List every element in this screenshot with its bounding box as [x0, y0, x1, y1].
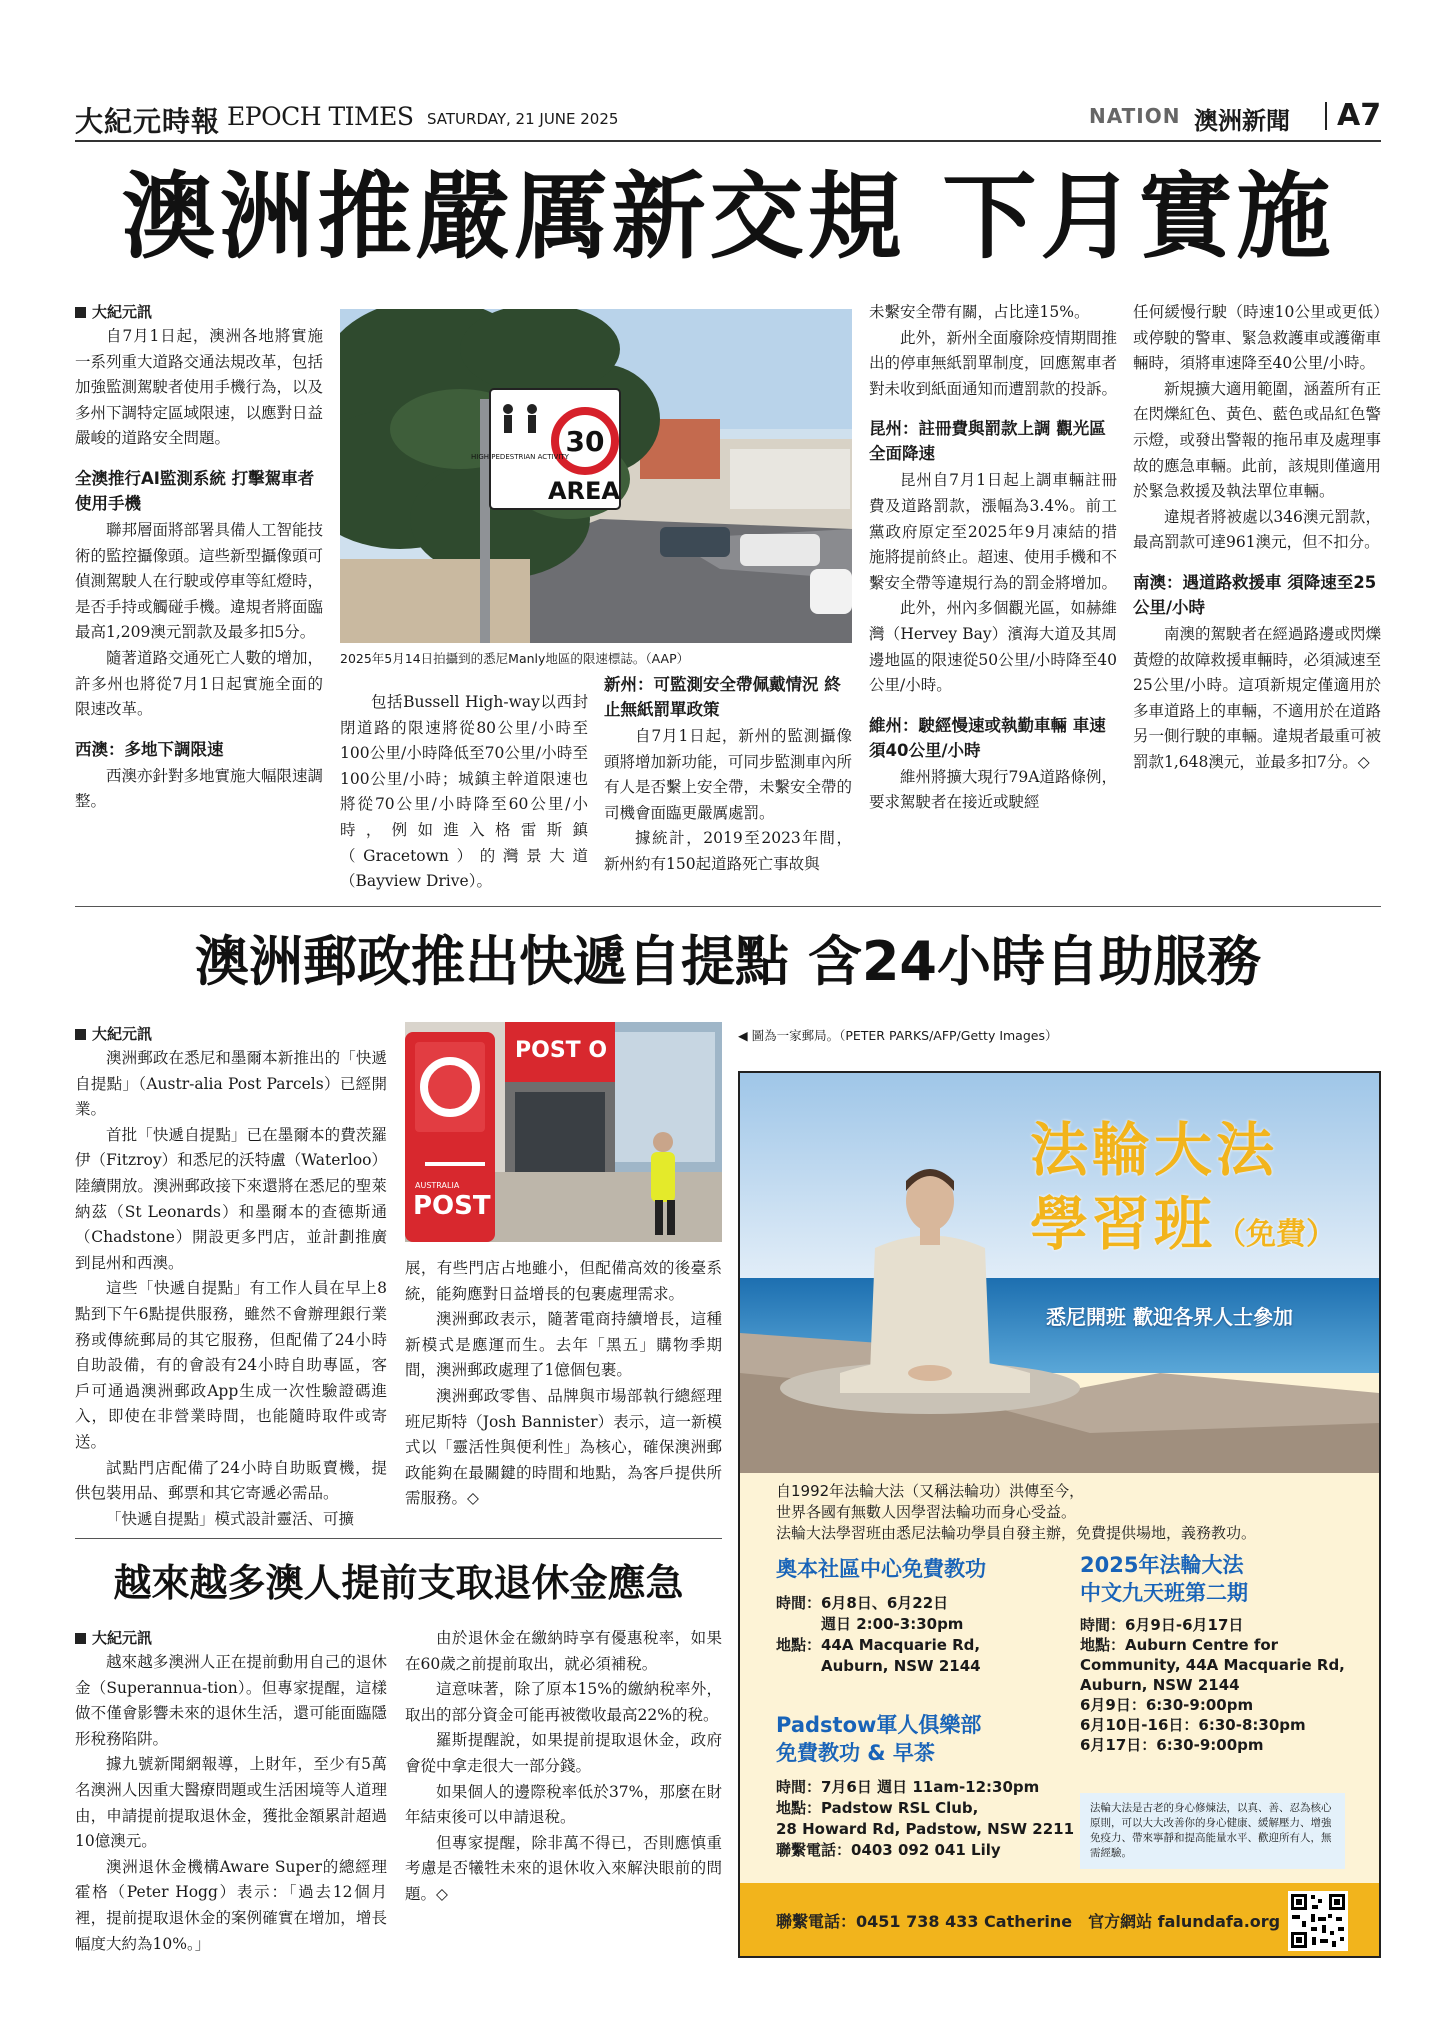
paragraph: 自7月1日起，澳洲各地將實施一系列重大道路交通法規改革，包括加強監測駕駛者使用手機行為，以及多州下調特定區域限速，以應對日益嚴峻的道路安全問題。 [75, 327, 324, 448]
detail-line: 28 Howard Rd, Padstow, NSW 2211 [776, 1820, 1075, 1838]
sign-speed-text: 30 [565, 425, 605, 458]
falun-ad [738, 1071, 1381, 1958]
paragraph: 此外，州內多個觀光區，如赫維灣（Hervey Bay）濱海大道及其周邊地區的限速從50公里/小時降至40公里/小時。 [869, 599, 1118, 695]
sign-ped-text: HIGH PEDESTRIAN ACTIVITY [471, 453, 569, 461]
article2-byline: 大紀元訊 [75, 1022, 387, 1046]
article1-photo [340, 309, 852, 643]
ad-note: 法輪大法是古老的身心修煉法，以真、善、忍為核心原則，可以大大改善你的身心健康、緩解壓力、增強免疫力、帶來寧靜和提高能量水平、歡迎所有人，無需經驗。 [1080, 1793, 1345, 1869]
subheading: 南澳：遇道路救援車 須降速至25公里/小時 [1133, 572, 1377, 617]
page-number: A7 [1337, 98, 1382, 133]
paragraph: 由於退休金在繳納時享有優惠稅率，如果在60歲之前提前取出，就必須補稅。 [405, 1629, 722, 1673]
paragraph: 自7月1日起，新州的監測攝像頭將增加新功能，可同步監測車內所有人是否繫上安全帶，未繫安全帶的司機會面臨更嚴厲處罰。 [604, 727, 853, 822]
sign-area-text: AREA [547, 477, 621, 505]
paragraph: 但專家提醒，除非萬不得已，否則應慎重考慮是否犧牲未來的退休收入來解決眼前的問題。◇ [405, 1833, 722, 1903]
article3-byline: 大紀元訊 [75, 1626, 387, 1650]
detail-line: 聯繫電話：0403 092 041 Lily [776, 1841, 1001, 1859]
subheading: 昆州：註冊費與罰款上調 觀光區全面降速 [869, 419, 1106, 464]
qr-code-icon[interactable] [1288, 1891, 1348, 1951]
paragraph: 隨著道路交通死亡人數的增加，許多州也將從7月1日起實施全面的限速改革。 [75, 648, 324, 719]
detail-line: 6月17日：6:30-9:00pm [1080, 1736, 1264, 1754]
paragraph: 昆州自7月1日起上調車輛註冊費及道路罰款，漲幅為3.4%。前工黨政府原定至2025年9月凍結的措施將提前終止。超速、使用手機和不繫安全帶等違規行為的罰金將增加。 [869, 471, 1118, 592]
paragraph: 這些「快遞自提點」有工作人員在早上8點到下午6點提供服務，雖然不會辦理銀行業務或傳統郵局的其它服務，但配備了24小時自助設備，有的會設有24小時自助專區，客戶可通過澳洲郵政App生成一次性驗證碼進入，即使在非營業時間，也能隨時取件或寄送。 [75, 1279, 387, 1451]
masthead-rule [75, 140, 1381, 142]
article1-col1-body [75, 324, 323, 815]
post-office-photo [405, 1022, 722, 1242]
ad-footer-bar [740, 1883, 1379, 1958]
article3-col2 [405, 1626, 722, 1908]
ad-subtitle: 悉尼開班 歡迎各界人士參加 [1046, 1305, 1293, 1329]
paragraph: 據九號新聞網報導，上財年，至少有5萬名澳洲人因重大醫療問題或生活困境等人道理由，申請提前提取退休金，獲批金額累計超過10億澳元。 [75, 1755, 387, 1851]
divider [1325, 102, 1327, 130]
ad-footer-text: 聯繫電話：0451 738 433 Catherine 官方網站 falundafa.org [776, 1912, 1281, 1931]
detail-line: 時間：6月8日、6月22日 [776, 1594, 949, 1612]
detail-line: Community, 44A Macquarie Rd, [1080, 1656, 1345, 1674]
masthead [75, 96, 1381, 140]
padstow-details [776, 1777, 1076, 1861]
article1-col2-body [340, 690, 588, 895]
ad-intro [776, 1481, 1256, 1544]
paragraph: 首批「快遞自提點」已在墨爾本的費茨羅伊（Fitzroy）和悉尼的沃特盧（Waterloo）陸續開放。澳洲郵政接下來還將在悉尼的聖萊納茲（St Leonards）和墨爾本的查德斯通（Chadstone）開設更多門店，並計劃推廣到昆州和西澳。 [75, 1125, 387, 1272]
article1-col3 [604, 672, 852, 878]
nine-day-details [1080, 1615, 1370, 1755]
paragraph: 西澳亦針對多地實施大幅限速調整。 [75, 766, 324, 811]
article3-headline: 越來越多澳人提前支取退休金應急 [113, 1561, 684, 1605]
paragraph: 澳洲郵政表示，隨著電商持續增長，這種新模式是應運而生。去年「黑五」購物季期間，澳洲郵政處理了1億個包裹。 [405, 1310, 722, 1380]
padstow-title2: 免費教功 & 早茶 [776, 1741, 935, 1765]
article2-headline: 澳洲郵政推出快遞自提點 含24小時自助服務 [195, 930, 1261, 993]
detail-line: Auburn, NSW 2144 [1080, 1676, 1240, 1694]
paragraph: 聯邦層面將部署具備人工智能技術的監控攝像頭。這些新型攝像頭可偵測駕駛人在行駛或停車等紅燈時，是否手持或觸碰手機。違規者將面臨最高1,209澳元罰款及最多扣5分。 [75, 520, 324, 642]
ad-intro-line2: 世界各國有無數人因學習法輪功而身心受益。 [776, 1503, 1077, 1521]
ad-title [1030, 1113, 1336, 1272]
paragraph: 澳洲郵政零售、品牌與市場部執行總經理班尼斯特（Josh Bannister）表示，這一新模式以「靈活性與便利性」為核心，確保澳洲郵政能夠在最關鍵的時間和地點，為客戶提供所需服務。◇ [405, 1386, 722, 1508]
ad-block-padstow [776, 1711, 1076, 1861]
ad-intro-line3: 法輪大法學習班由悉尼法輪功學員自發主辦，免費提供場地，義務教功。 [776, 1524, 1257, 1542]
paragraph: 這意味著，除了原本15%的繳納稅率外，取出的部分資金可能再被徵收最高22%的稅。 [405, 1680, 722, 1724]
article1-col5-body [1133, 300, 1381, 776]
paragraph: 澳洲退休金機構Aware Super的總經理霍格（Peter Hogg）表示：「過去12個月裡，提前提取退休金的案例確實在增加，增長幅度大約為10%。」 [75, 1857, 387, 1953]
auburn-details [776, 1593, 1066, 1677]
paragraph: 違規者將被處以346澳元罰款，最高罰款可達961澳元，但不扣分。 [1133, 507, 1381, 552]
paragraph: 羅斯提醒說，如果提前提取退休金，政府會從中拿走很大一部分錢。 [405, 1731, 722, 1775]
article2-col2 [405, 1256, 722, 1512]
paragraph: 展，有些門店占地雖小，但配備高效的後臺系統，能夠應對日益增長的包裹處理需求。 [405, 1259, 722, 1303]
paragraph: 據統計，2019至2023年間，新州約有150起道路死亡事故與 [604, 829, 852, 873]
paragraph: 維州將擴大現行79A道路條例，要求駕駛者在接近或駛經 [869, 767, 1117, 812]
paragraph: 包括Bussell High-way以西封閉道路的限速將從80公里/小時至100公里/小時降低至70公里/小時至100公里/小時；城鎮主幹道限速也將從70公里/小時降至60公里/小時，例如進入格雷斯鎮（Gracetown）的灣景大道（Bayview Drive）。 [340, 693, 588, 891]
article1-col2 [340, 690, 588, 895]
article3-col2-body [405, 1626, 722, 1908]
ad-free-label: （免費） [1216, 1217, 1337, 1252]
article2-photo [405, 1022, 722, 1242]
paragraph: 試點門店配備了24小時自助販賣機，提供包裝用品、郵票和其它寄遞必需品。 [75, 1458, 387, 1503]
ad-intro-line1: 自1992年法輪大法（又稱法輪功）洪傳至今， [776, 1482, 1085, 1500]
subheading: 維州：駛經慢速或執勤車輛 車速須40公里/小時 [869, 715, 1106, 760]
paragraph: 任何緩慢行駛（時速10公里或更低）或停駛的警車、緊急救護車或護衛車輛時，須將車速降至40公里/小時。 [1133, 303, 1382, 373]
paragraph: 新規擴大適用範圍，涵蓋所有正在閃爍紅色、黃色、藍色或品紅色警示燈，或發出警報的拖吊車及處理事故的應急車輛。此前，該規則僅適用於緊急救援及執法單位車輛。 [1133, 379, 1382, 501]
logo-cn: 大紀元時報 [75, 105, 221, 138]
subheading: 西澳：多地下調限速 [75, 739, 224, 759]
article1-col3-body [604, 672, 852, 878]
detail-line: 時間：7月6日 週日 11am-12:30pm [776, 1778, 1040, 1796]
paragraph: 此外，新州全面廢除疫情期間推出的停車無紙罰單制度，回應駕車者對未收到紙面通知而遭罰款的投訴。 [869, 328, 1118, 398]
article3-col1 [75, 1626, 387, 1957]
paragraph: 越來越多澳洲人正在提前動用自己的退休金（Superannua-tion）。但專家提醒，這樣做不僅會影響未來的退休生活，還可能面臨隱形稅務陷阱。 [75, 1653, 387, 1748]
detail-line: Auburn, NSW 2144 [776, 1657, 981, 1675]
article2-col1 [75, 1022, 387, 1532]
auburn-title: 奧本社區中心免費教功 [776, 1557, 986, 1581]
detail-line: 6月9日：6:30-9:00pm [1080, 1696, 1254, 1714]
subheading: 新州：可監測安全帶佩戴情況 終止無紙罰單政策 [604, 675, 841, 719]
section-en: NATION [1089, 104, 1181, 128]
nine-day-title1: 2025年法輪大法 [1080, 1553, 1244, 1577]
paragraph: 南澳的駕駛者在經過路邊或閃爍黃燈的故障救援車輛時，必須減速至25公里/小時。這項新規定僅適用於多車道路上的車輛，不適用於在道路另一側行駛的車輛。違規者最重可被罰款1,648澳元，並最多扣7分。◇ [1133, 624, 1382, 771]
subheading: 全澳推行AI監測系統 打擊駕車者使用手機 [75, 468, 315, 513]
article2-col2-body [405, 1256, 722, 1512]
paragraph: 澳洲郵政在悉尼和墨爾本新推出的「快遞自提點」（Austr-alia Post Parcels）已經開業。 [75, 1049, 387, 1119]
article1-col4 [869, 300, 1117, 816]
detail-line: 地點：Auburn Centre for [1080, 1636, 1279, 1654]
nine-day-title2: 中文九天班第二期 [1080, 1581, 1248, 1605]
article1-byline: 大紀元訊 [75, 300, 323, 324]
article2-col1-body [75, 1046, 387, 1532]
ad-title-line2: 學習班（免費） [1030, 1190, 1337, 1258]
issue-date: SATURDAY, 21 JUNE 2025 [427, 110, 619, 128]
article1-col1 [75, 300, 323, 815]
paragraph: 「快遞自提點」模式設計靈活、可擴 [106, 1509, 355, 1528]
article1-col4-body [869, 300, 1117, 816]
article1-bottom-rule [75, 906, 1381, 907]
speed-sign-photo [340, 309, 852, 643]
section-cn: 澳洲新聞 [1194, 107, 1290, 135]
detail-line: 地點：Padstow RSL Club, [776, 1799, 979, 1817]
detail-line: 時間：6月9日-6月17日 [1080, 1616, 1244, 1634]
detail-line: 週日 2:00-3:30pm [776, 1615, 964, 1633]
detail-line: 6月10日-16日：6:30-8:30pm [1080, 1716, 1306, 1734]
article2-bottom-rule [75, 1538, 722, 1539]
ad-block-auburn [776, 1553, 1066, 1677]
paragraph: 如果個人的邊際稅率低於37%，那麼在財年結束後可以申請退稅。 [405, 1782, 722, 1827]
article3-col1-body [75, 1650, 387, 1957]
paragraph: 未繫安全帶有關，占比達15%。 [869, 303, 1090, 321]
detail-line: 地點：44A Macquarie Rd, [776, 1636, 981, 1654]
ad-block-nine-day [1080, 1551, 1370, 1755]
logo-en: EPOCH TIMES [227, 102, 414, 131]
article2-photo-caption: ◀ 圖為一家郵局。（PETER PARKS/AFP/Getty Images） [738, 1028, 1058, 1043]
article1-headline: 澳洲推嚴厲新交規 下月實施 [121, 163, 1335, 272]
box-small-text: AUSTRALIA [415, 1181, 460, 1190]
article1-col5 [1133, 300, 1381, 776]
padstow-title1: Padstow軍人俱樂部 [776, 1713, 982, 1737]
ad-title-line1: 法輪大法 [1030, 1116, 1279, 1184]
article1-photo-caption: 2025年5月14日拍攝到的悉尼Manly地區的限速標誌。（AAP） [340, 651, 690, 666]
post-sign-text: POST O [515, 1038, 608, 1063]
box-post-text: POST [413, 1191, 491, 1221]
